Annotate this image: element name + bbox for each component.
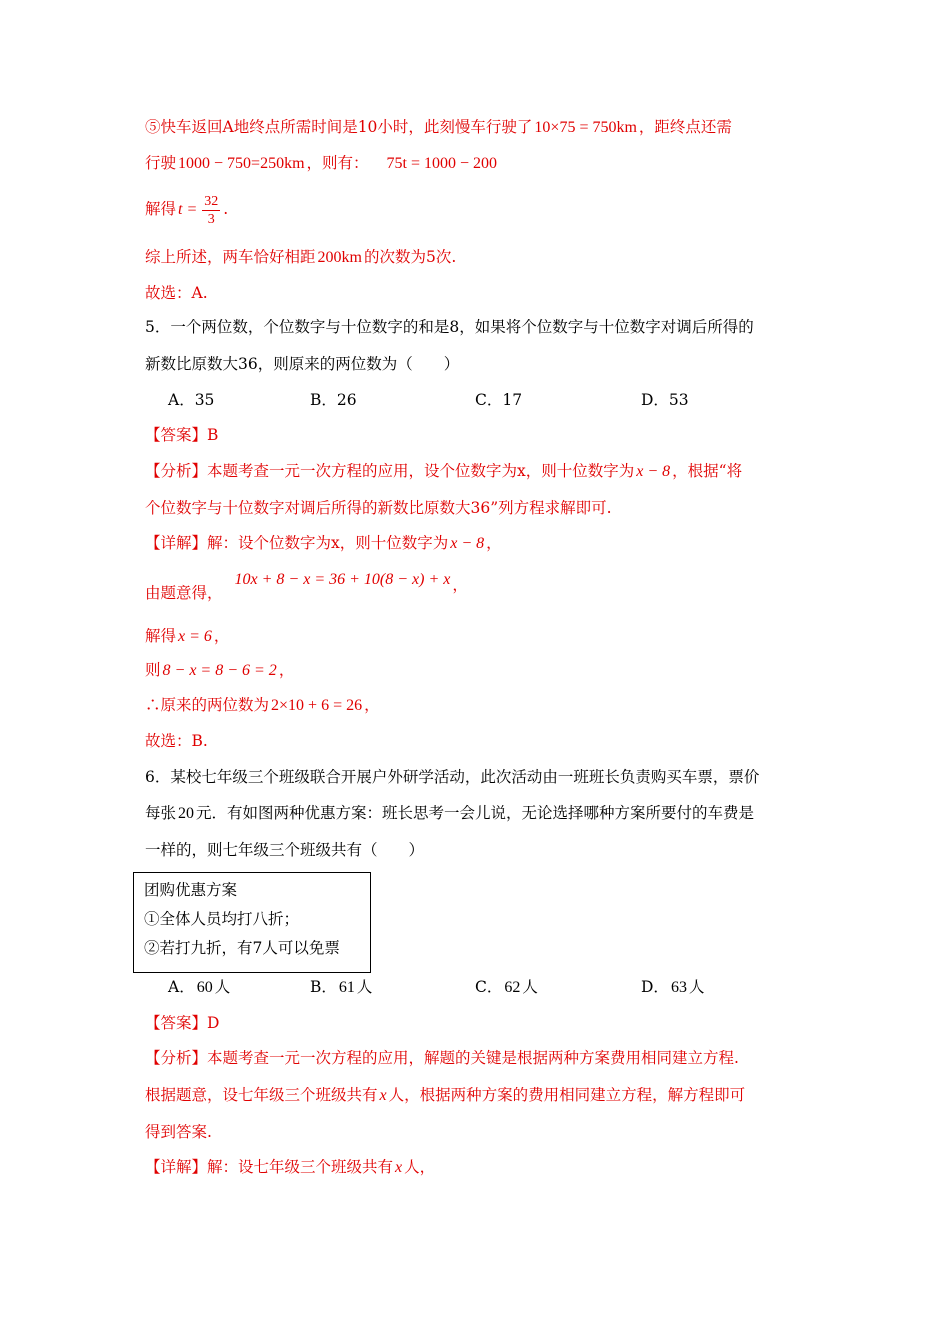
q6-option-c: C． 62 人 — [475, 978, 538, 996]
discount-box-item1: ①全体人员均打八折； — [144, 910, 300, 928]
q5-equation-line: 由题意得，10x + 8 − x = 36 + 10(8 − x) + x ， — [145, 571, 468, 602]
q5-choose: 故选：B. — [145, 732, 208, 750]
q6-analysis-line1: 【分析】本题考查一元一次方程的应用，解题的关键是根据两种方案费用相同建立方程. — [145, 1049, 739, 1067]
q6-stem-line2: 每张 20 元．有如图两种优惠方案：班长思考一会儿说，无论选择哪种方案所要付的车费是 — [145, 804, 755, 822]
q6-analysis-line3: 得到答案. — [145, 1123, 212, 1141]
q5-analysis-line2: 个位数字与十位数字对调后所得的新数比原数大36”列方程求解即可. — [145, 499, 612, 517]
q5-option-a: A．35 — [168, 391, 215, 409]
q5-stem-line1: 5．一个两位数，个位数字与十位数字的和是8，如果将个位数字与十位数字对调后所得的 — [145, 318, 754, 336]
q6-option-b: B． 61 人 — [310, 978, 373, 996]
q4-summary: 综上所述，两车恰好相距 200km 的次数为5次. — [145, 248, 457, 266]
q4-case5-line2: 行驶 1000 − 750=250km ，则有： 75t = 1000 − 200 — [145, 154, 498, 172]
q4-solve-line: 解得 t = $\frac{32}{3}$ . — [145, 193, 229, 227]
q5-answer: 【答案】B — [145, 426, 219, 444]
q4-case5-line1: ⑤快车返回A地终点所需时间是10小时，此刻慢车行驶了 10×75 = 750km ，距终点还需 — [145, 118, 732, 136]
q5-result-line: ∴原来的两位数为 2×10 + 6 = 26 ， — [145, 696, 380, 714]
q5-analysis-line1: 【分析】本题考查一元一次方程的应用，设个位数字为x，则十位数字为 x − 8 ，根据“将 — [145, 462, 743, 480]
q5-equation: 10x + 8 − x = 36 + 10(8 − x) + x — [234, 571, 451, 588]
q5-detail-line: 【详解】解：设个位数字为x，则十位数字为 x − 8 ， — [145, 534, 502, 552]
q5-then-line: 则 8 − x = 8 − 6 = 2 ， — [145, 661, 295, 679]
q5-option-b: B．26 — [310, 391, 357, 409]
q6-answer: 【答案】D — [145, 1014, 220, 1032]
q5-solve-line: 解得 x = 6 ， — [145, 627, 230, 645]
q6-option-d: D． 63 人 — [641, 978, 705, 996]
discount-scheme-box — [133, 872, 371, 973]
q4-choose: 故选：A. — [145, 284, 208, 302]
q4-case5-math1: 10×75 = 750km — [534, 119, 637, 136]
q5-stem-line2: 新数比原数大36，则原来的两位数为（ ） — [145, 355, 460, 373]
discount-box-title: 团购优惠方案 — [144, 881, 238, 899]
q5-option-c: C．17 — [475, 391, 523, 409]
q6-analysis-line2: 根据题意，设七年级三个班级共有 x 人，根据两种方案的费用相同建立方程，解方程即可 — [145, 1086, 746, 1104]
q6-detail-line: 【详解】解：设七年级三个班级共有 x 人， — [145, 1158, 436, 1176]
q4-fraction: $\frac{32}{3}$ — [204, 193, 219, 227]
q6-option-a: A． 60 人 — [168, 978, 231, 996]
q6-stem-line1: 6．某校七年级三个班级联合开展户外研学活动，此次活动由一班班长负责购买车票，票价 — [145, 768, 760, 786]
q6-stem-line3: 一样的，则七年级三个班级共有（ ） — [145, 841, 425, 859]
discount-box-item2: ②若打九折，有7人可以免票 — [144, 939, 340, 957]
q4-case5-math2: 1000 − 750=250km — [178, 155, 305, 172]
q5-option-d: D．53 — [641, 391, 689, 409]
q4-case5-math3: 75t = 1000 − 200 — [386, 155, 498, 172]
